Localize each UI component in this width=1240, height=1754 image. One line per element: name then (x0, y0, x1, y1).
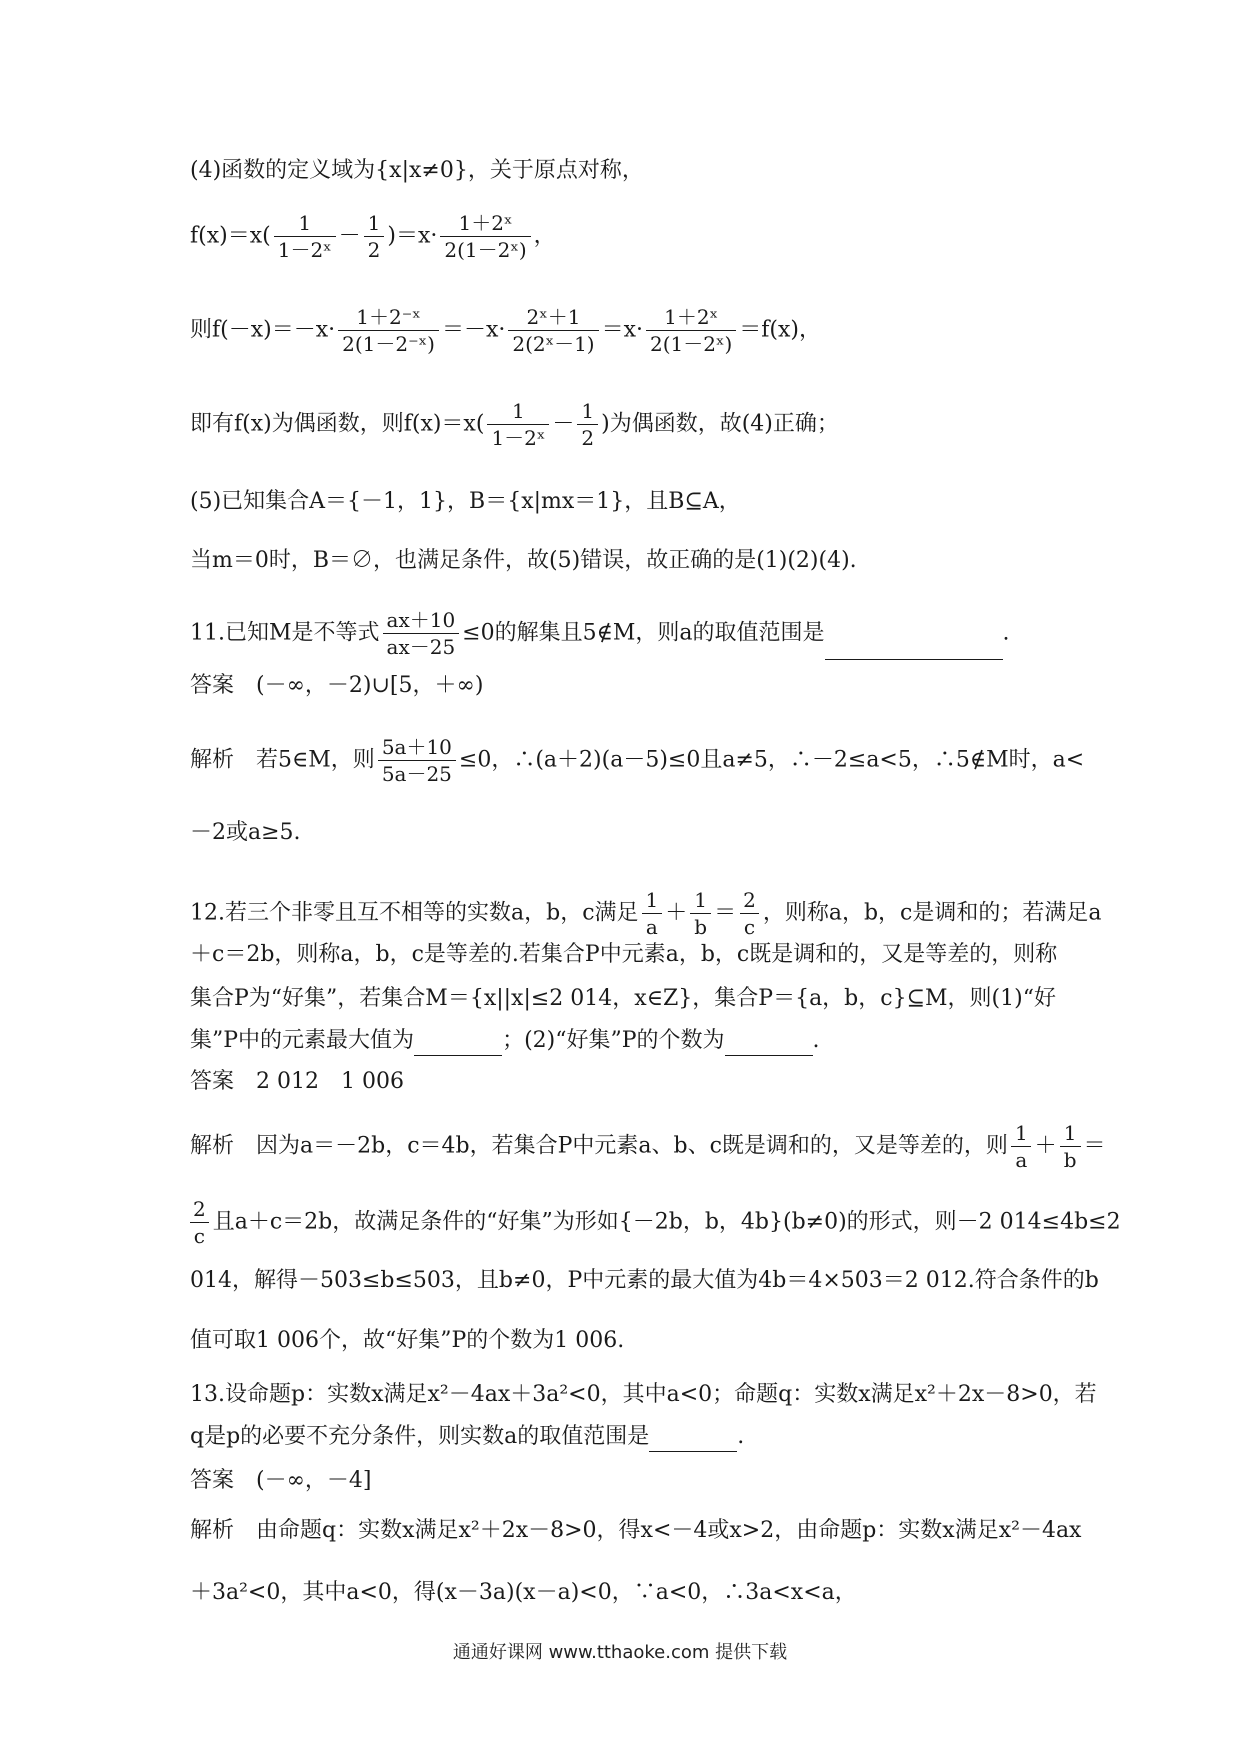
numerator: 2ˣ＋1 (526, 305, 581, 329)
numerator: 1 (512, 399, 525, 423)
text-segment: 11.已知M是不等式 (190, 620, 380, 646)
text-segment: q是p的必要不充分条件，则实数a的取值范围是 (190, 1424, 650, 1449)
question-12 (190, 887, 1101, 940)
answer-blank (649, 1427, 737, 1452)
denominator: 1－2ˣ (274, 236, 336, 263)
text-segment: 则f(－x)＝－x· (190, 317, 336, 343)
numerator: 5a＋10 (381, 735, 452, 759)
text-segment: 即有f(x)为偶函数，则f(x)＝x( (190, 411, 485, 437)
text-segment: . (737, 1424, 745, 1449)
text-segment: f(x)＝x( (190, 223, 271, 249)
text-segment: )为偶函数，故(4)正确； (601, 411, 839, 437)
answer-blank (414, 1031, 502, 1056)
text-line: (4)函数的定义域为{x|x≠0}，关于原点对称， (190, 158, 644, 183)
formula-line (190, 398, 839, 451)
formula-line (190, 304, 821, 357)
numerator: 1 (1063, 1121, 1077, 1145)
text-segment: ＝ (714, 900, 737, 926)
denominator: c (740, 913, 759, 940)
numerator: 1 (581, 399, 595, 423)
denominator: 2(2ˣ－1) (508, 330, 598, 357)
fraction (508, 304, 598, 357)
text-segment: . (1002, 620, 1010, 646)
text-segment: ，则称a，b，c是调和的；若满足a (762, 900, 1102, 926)
fraction (1011, 1120, 1032, 1173)
text-line: 集合P为“好集”，若集合M＝{x||x|≤2 014，x∈Z}，集合P＝{a，b，c}⊆M，则(1)“好 (190, 986, 1056, 1011)
text-segment: . (812, 1028, 820, 1053)
denominator: 2 (364, 236, 385, 263)
text-segment: ＝ (1083, 1133, 1106, 1159)
text-line: ＋3a²<0，其中a<0，得(x－3a)(x－a)<0，∵a<0，∴3a<x<a， (190, 1580, 857, 1605)
formula-line (190, 210, 556, 263)
fraction (1060, 1120, 1081, 1173)
answer-line: 答案 (－∞，－4] (190, 1468, 372, 1493)
numerator: 1 (298, 211, 312, 235)
fraction (383, 607, 460, 660)
text-segment: ≤0的解集且5∉M，则a的取值范围是 (462, 620, 825, 646)
text-segment: 12.若三个非零且互不相等的实数a，b，c满足 (190, 900, 639, 926)
fraction (338, 304, 439, 357)
numerator: 1＋2ˣ (664, 305, 719, 329)
analysis-line (190, 1120, 1106, 1173)
numerator: 1 (694, 888, 708, 912)
question-11 (190, 607, 1010, 660)
text-line (190, 1422, 744, 1452)
text-segment: ＝f(x)， (739, 317, 821, 343)
analysis-line (186, 1196, 1121, 1249)
answer-line: 答案 (－∞，－2)∪[5，＋∞) (190, 673, 484, 698)
numerator: 1＋2ˣ (458, 211, 513, 235)
fraction (642, 887, 663, 940)
text-segment: ＝－x· (441, 317, 506, 343)
numerator: 1 (367, 211, 381, 235)
text-segment: ＋ (1034, 1133, 1057, 1159)
denominator: 2 (577, 424, 598, 451)
fraction (690, 887, 711, 940)
denominator: b (1060, 1146, 1081, 1173)
text-line: ＋c＝2b，则称a，b，c是等差的.若集合P中元素a，b，c既是调和的，又是等差的，则称 (190, 942, 1058, 967)
text-segment: )＝x· (387, 223, 438, 249)
denominator: 1－2ˣ (487, 424, 549, 451)
text-line: 014，解得－503≤b≤503，且b≠0，P中元素的最大值为4b＝4×503＝2 012.符合条件的b (190, 1268, 1099, 1293)
text-segment: ＋ (665, 900, 688, 926)
numerator: 1＋2⁻ˣ (356, 305, 421, 329)
page-footer: 通通好课网 www.tthaoke.com 提供下载 (452, 1642, 788, 1663)
denominator: b (690, 913, 711, 940)
answer-blank (825, 635, 1003, 660)
fraction (646, 304, 736, 357)
numerator: 2 (743, 888, 756, 912)
denominator: a (1011, 1146, 1031, 1173)
fraction (364, 210, 385, 263)
text-segment: 解析 因为a＝－2b，c＝4b，若集合P中元素a、b、c既是调和的，又是等差的，则 (190, 1133, 1008, 1159)
answer-blank (725, 1031, 813, 1056)
text-segment: ；(2)“好集”P的个数为 (502, 1028, 725, 1053)
numerator: ax＋10 (386, 608, 456, 632)
answer-line: 答案 2 012 1 006 (190, 1069, 404, 1094)
text-line: －2或a≥5. (190, 820, 301, 845)
denominator: ax－25 (383, 633, 460, 660)
text-segment: － (338, 223, 361, 249)
analysis-line: 解析 由命题q：实数x满足x²＋2x－8>0，得x<－4或x>2，由命题p：实数x满足x²－4ax (190, 1518, 1082, 1543)
text-segment: ， (533, 223, 556, 249)
denominator: 5a－25 (378, 760, 456, 787)
text-segment: ≤0，∴(a＋2)(a－5)≤0且a≠5，∴－2≤a<5，∴5∉M时，a< (458, 747, 1085, 773)
text-segment: 解析 若5∈M，则 (190, 747, 375, 773)
text-segment: ＝x· (601, 317, 644, 343)
denominator: a (642, 913, 662, 940)
denominator: 2(1－2ˣ) (646, 330, 736, 357)
text-line (190, 1026, 820, 1056)
fraction (577, 398, 598, 451)
text-line: 当m＝0时，B＝∅，也满足条件，故(5)错误，故正确的是(1)(2)(4). (190, 548, 857, 573)
text-line: 值可取1 006个，故“好集”P的个数为1 006. (190, 1328, 625, 1353)
fraction (739, 887, 760, 940)
fraction (274, 210, 336, 263)
denominator: 2(1－2ˣ) (440, 236, 530, 263)
analysis-line (190, 734, 1084, 787)
numerator: 1 (1014, 1121, 1028, 1145)
fraction (487, 398, 549, 451)
denominator: c (190, 1222, 209, 1249)
numerator: 1 (645, 888, 659, 912)
text-segment: 且a＋c＝2b，故满足条件的“好集”为形如{－2b，b，4b}(b≠0)的形式，则－2 014≤4b≤2 (212, 1209, 1121, 1235)
numerator: 2 (193, 1197, 206, 1221)
fraction (440, 210, 530, 263)
fraction (378, 734, 456, 787)
denominator: 2(1－2⁻ˣ) (338, 330, 439, 357)
fraction (189, 1196, 210, 1249)
question-13: 13.设命题p：实数x满足x²－4ax＋3a²<0，其中a<0；命题q：实数x满足x²＋2x－8>0，若 (190, 1382, 1097, 1407)
text-segment: 集”P中的元素最大值为 (190, 1028, 415, 1053)
text-line: (5)已知集合A＝{－1，1}，B＝{x|mx＝1}，且B⊆A， (190, 489, 741, 514)
text-segment: － (552, 411, 575, 437)
